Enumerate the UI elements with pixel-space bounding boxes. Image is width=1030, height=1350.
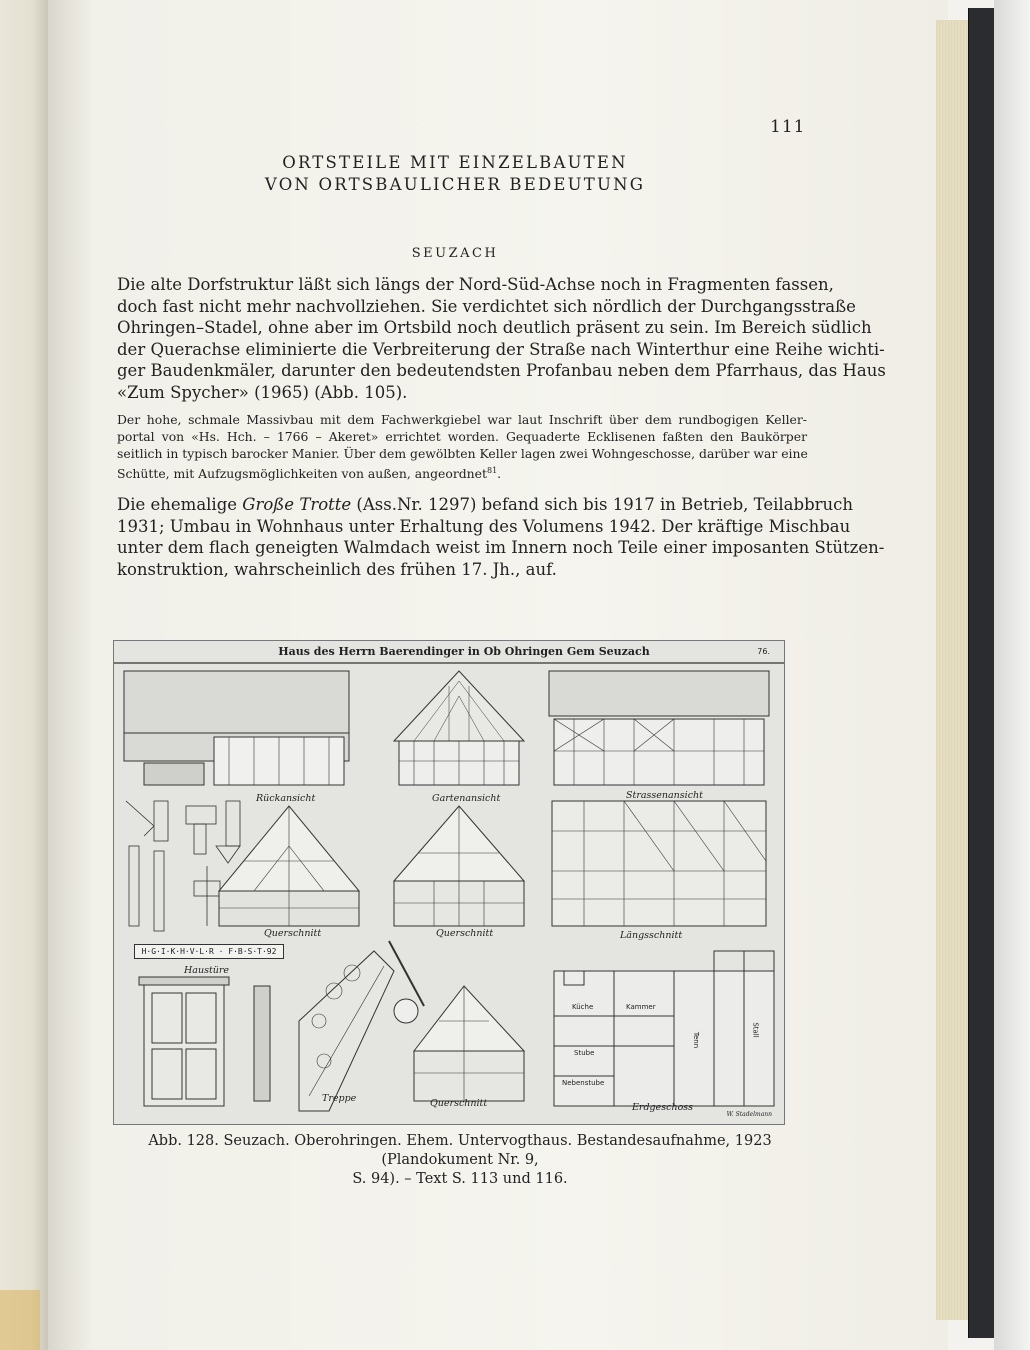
text-line: portal von «Hs. Hch. – 1766 – Akeret» errichtet worden. Gequaderte Ecklisenen faßten den Baukörper bbox=[117, 429, 807, 444]
label-erdgeschoss: Erdgeschoss bbox=[632, 1102, 694, 1113]
chapter-heading bbox=[200, 152, 710, 196]
figure-title: Haus des Herrn Baerendinger in Ob Ohringen Gem Seuzach bbox=[278, 645, 650, 658]
footnote-ref: 81 bbox=[486, 466, 498, 475]
room-nebenstube: Nebenstube bbox=[562, 1079, 605, 1087]
label-haustuere: Haustüre bbox=[184, 965, 230, 976]
text-line bbox=[117, 494, 854, 516]
drawing-illustration bbox=[114, 641, 785, 1125]
book-cover bbox=[968, 8, 996, 1338]
text-run: (Ass.Nr. 1297) befand sich bis 1917 in Betrieb, Teilabbruch bbox=[351, 495, 854, 514]
figure-plate bbox=[113, 640, 785, 1125]
text-line: Der hohe, schmale Massivbau mit dem Fachwerkgiebel war laut Inschrift über dem rundbogigen Keller- bbox=[117, 412, 807, 427]
label-querschnitt-3: Querschnitt bbox=[430, 1098, 488, 1109]
label-rueckansicht: Rückansicht bbox=[256, 793, 316, 804]
text-run: Die ehemalige bbox=[117, 495, 243, 514]
heading-line: ORTSTEILE MIT EINZELBAUTEN bbox=[282, 153, 628, 172]
room-stall: Stall bbox=[751, 1022, 760, 1038]
text-line: Schütte, mit Aufzugsmöglichkeiten von außen, angeordnet$^{81}$. bbox=[117, 466, 502, 482]
small-paragraph bbox=[117, 411, 807, 482]
text-line: seitlich in typisch barocker Manier. Über dem gewölbten Keller lagen zwei Wohngeschosse, darüber war eine bbox=[117, 446, 808, 461]
label-querschnitt-1: Querschnitt bbox=[264, 928, 322, 939]
text-line: der Querachse eliminierte die Verbreiterung der Straße nach Winterthur eine Reihe wichti- bbox=[117, 339, 885, 359]
label-gartenansicht: Gartenansicht bbox=[432, 793, 501, 804]
caption-line: Abb. 128. Seuzach. Oberohringen. Ehem. Untervogthaus. Bestandesaufnahme, 1923 (Plandokument Nr. 9, bbox=[148, 1133, 772, 1168]
text-line-content: Schütte, mit Aufzugsmöglichkeiten von außen, angeordnet bbox=[117, 466, 487, 482]
figure-caption bbox=[110, 1132, 810, 1189]
section-title: SEUZACH bbox=[411, 246, 499, 261]
text-line: «Zum Spycher» (1965) (Abb. 105). bbox=[117, 382, 408, 402]
room-kammer: Kammer bbox=[626, 1003, 656, 1011]
room-kueche: Küche bbox=[572, 1003, 594, 1011]
room-stube: Stube bbox=[574, 1049, 595, 1057]
room-tenn: Tenn bbox=[692, 1031, 701, 1049]
caption-line: S. 94). – Text S. 113 und 116. bbox=[352, 1171, 568, 1187]
background bbox=[994, 0, 1030, 1350]
label-treppe: Treppe bbox=[322, 1093, 357, 1104]
drawing-signature: W. Stadelmann bbox=[726, 1111, 772, 1118]
paragraph-1 bbox=[117, 274, 886, 404]
label-strassenansicht: Strassenansicht bbox=[626, 790, 703, 801]
text-line: Die alte Dorfstruktur läßt sich längs der Nord-Süd-Achse noch in Fragmenten fassen, bbox=[117, 275, 834, 294]
figure-plate-number: 76. bbox=[757, 647, 770, 656]
paragraph-2 bbox=[117, 494, 885, 580]
emphasis: Große Trotte bbox=[242, 495, 352, 514]
text-line: Ohringen–Stadel, ohne aber im Ortsbild noch deutlich präsent zu sein. Im Bereich südlich bbox=[117, 318, 872, 338]
label-laengsschnitt: Längsschnitt bbox=[620, 930, 683, 941]
text-line: konstruktion, wahrscheinlich des frühen 17. Jh., auf. bbox=[117, 559, 557, 579]
door-inscription: H·G·I·K·H·V·L·R · F·B·S·T·92 bbox=[134, 944, 284, 959]
text-line: doch fast nicht mehr nachvollziehen. Sie verdichtet sich nördlich der Durchgangsstraße bbox=[117, 296, 856, 316]
page-number: 111 bbox=[770, 117, 806, 137]
text-line: unter dem flach geneigten Walmdach weist im Innern noch Teile einer imposanten Stützen- bbox=[117, 538, 885, 558]
label-querschnitt-2: Querschnitt bbox=[436, 928, 494, 939]
text-line: ger Baudenkmäler, darunter den bedeutendsten Profanbau neben dem Pfarrhaus, das Haus bbox=[117, 361, 886, 381]
left-page-edge bbox=[0, 1290, 40, 1350]
text-line: 1931; Umbau in Wohnhaus unter Erhaltung des Volumens 1942. Der kräftige Mischbau bbox=[117, 516, 851, 536]
heading-line: VON ORTSBAULICHER BEDEUTUNG bbox=[264, 175, 646, 194]
